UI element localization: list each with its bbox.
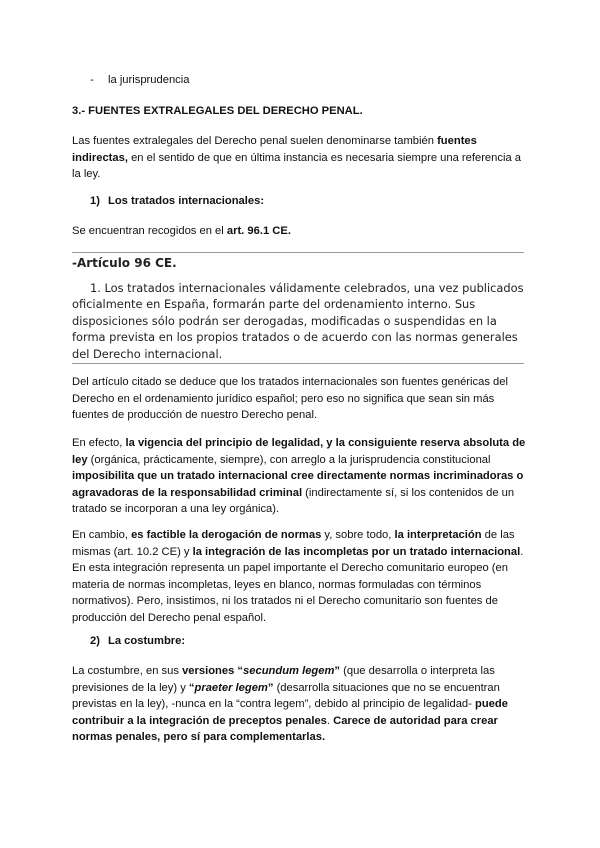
bold-run: es factible la derogación de normas bbox=[131, 529, 322, 541]
bullet-item bbox=[90, 72, 545, 89]
text-run: (orgánica, prácticamente, siempre), con arreglo a la jurisprudencia constitucional bbox=[87, 453, 491, 466]
text-run: en el sentido de que en última instancia es necesaria siempre una referencia a la ley. bbox=[72, 151, 522, 180]
paragraph-recogidos bbox=[72, 223, 527, 240]
text-run: versiones “ bbox=[182, 665, 244, 677]
bold-run bbox=[189, 682, 274, 694]
subheading-tratados bbox=[90, 193, 545, 210]
paragraph-costumbre bbox=[72, 663, 527, 746]
text-run: ” bbox=[267, 681, 274, 694]
paragraph-fuentes-indirectas bbox=[72, 133, 527, 183]
text-run: (que desarrolla o interpreta las previsiones de la ley) y bbox=[72, 665, 495, 694]
article-quote-box bbox=[72, 252, 524, 364]
text-run: . En esta integración representa un papel importante el Derecho comunitario europeo (en materia de normas incompletas, leyes en blanco, normas formuladas con términos normativos). Pero, insistimos, ni los tratados ni el Derecho comunitario son fuentes de producción del Derecho penal español. bbox=[72, 545, 524, 624]
text-run: de las mismas (art. 10.2 CE) y bbox=[72, 529, 515, 558]
article-body: 1. Los tratados internacionales válidamente celebrados, una vez publicados oficialmente en España, formarán parte del ordenamiento interno. Sus disposiciones sólo podrán ser derogadas, modificadas o suspendidas en la forma prevista en los propios tratados o de acuerdo con las normas generales del Derecho internacional. bbox=[72, 280, 524, 361]
subheading-costumbre bbox=[90, 633, 545, 650]
text-run: (desarrolla situaciones que no se encuentran previstas en la ley), -nunca en la “contra legem”, debido al principio de legalidad- bbox=[72, 681, 500, 710]
text-run: y, sobre todo, bbox=[321, 529, 395, 541]
text-run: ” bbox=[334, 665, 341, 677]
text-run: En cambio, bbox=[72, 529, 132, 541]
text-run: (indirectamente sí, si los contenidos de un tratado se incorporan a una ley orgánica). bbox=[72, 486, 515, 515]
subheading-number: 2) bbox=[90, 635, 100, 647]
bold-run: art. 96.1 CE. bbox=[226, 225, 291, 237]
bold-run: imposibilita que un tratado internacional cree directamente normas incriminadoras o agravadoras de la responsabilidad criminal bbox=[72, 470, 524, 499]
bold-run: fuentes indirectas, bbox=[72, 135, 477, 164]
bold-run: la vigencia del principio de legalidad, y la consiguiente reserva absoluta de ley bbox=[72, 437, 526, 466]
bullet-dash: - bbox=[90, 74, 94, 86]
section-heading: 3.- FUENTES EXTRALEGALES DEL DERECHO PENAL. bbox=[72, 105, 363, 117]
italic-run: praeter legem bbox=[194, 681, 268, 694]
text-run: La costumbre, en sus bbox=[72, 665, 183, 677]
italic-run: secundum legem bbox=[243, 665, 335, 677]
article-title: -Artículo 96 CE. bbox=[72, 256, 177, 270]
bullet-text: la jurisprudencia bbox=[108, 74, 190, 86]
bold-run bbox=[182, 665, 340, 677]
text-run: “ bbox=[188, 681, 195, 694]
paragraph-en-efecto bbox=[72, 435, 527, 518]
text-run: En efecto, bbox=[72, 437, 126, 449]
bold-run: puede contribuir a la integración de preceptos penales bbox=[72, 698, 508, 727]
bold-run: Carece de autoridad para crear normas penales, pero sí para complementarlas. bbox=[72, 714, 498, 743]
paragraph-en-cambio bbox=[72, 527, 527, 626]
paragraph-deduce: Del artículo citado se deduce que los tratados internacionales son fuentes genéricas del Derecho en el ordenamiento jurídico español; pero eso no significa que sean sin más fuentes de producción de nuestro Derecho penal. bbox=[72, 376, 508, 421]
text-run: . bbox=[326, 714, 334, 727]
subheading-text: Los tratados internacionales: bbox=[108, 195, 265, 207]
subheading-number: 1) bbox=[90, 195, 100, 207]
subheading-text: La costumbre: bbox=[108, 635, 186, 647]
text-run: Se encuentran recogidos en el bbox=[72, 225, 227, 237]
text-run: Las fuentes extralegales del Derecho penal suelen denominarse también bbox=[72, 135, 438, 147]
bold-run: la integración de las incompletas por un tratado internacional bbox=[192, 545, 521, 558]
bold-run: la interpretación bbox=[394, 529, 482, 541]
